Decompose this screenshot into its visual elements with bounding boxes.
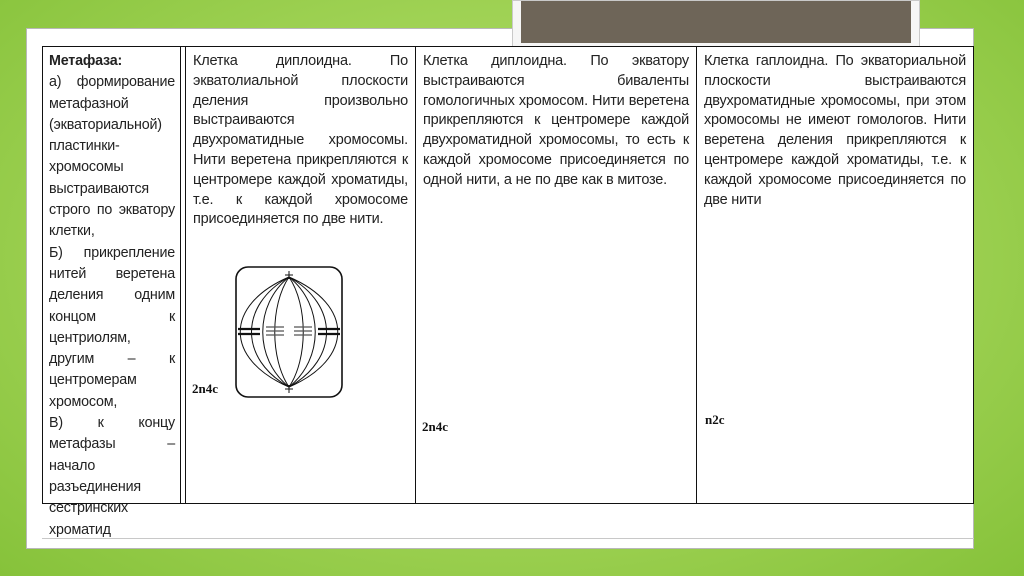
metaphase-spindle-diagram — [234, 265, 344, 399]
cell-double-border — [180, 47, 181, 503]
metaphase-stages-text — [49, 51, 175, 541]
title-bar-fill — [521, 1, 911, 43]
title-bar — [512, 0, 920, 50]
stage-a: а) формирование метафазной (экваториальной) пластинки-хромосомы выстраиваются строго по экватору клетки, — [49, 74, 175, 240]
cell-meiosis-2 — [697, 47, 973, 503]
cell-mitosis — [186, 47, 416, 503]
frame-divider — [42, 538, 974, 539]
metaphase-heading: Метафаза: — [49, 53, 123, 69]
cell-meiosis-1 — [416, 47, 697, 503]
cell-metaphase-stages — [43, 47, 186, 538]
stage-b: Б) прикрепление нитей веретена деления одним концом к центриолям, другим – к центромерам хромосом, — [49, 244, 175, 410]
meiosis-2-formula: n2c — [705, 412, 725, 427]
mitosis-formula: 2n4c — [192, 381, 218, 396]
meiosis-1-formula: 2n4c — [422, 419, 448, 434]
meiosis-2-text: Клетка гаплоидна. По экваториальной плоскости выстраиваются двухроматидные хромосомы, при этом хромосомы не имеют гомологов. Нити веретена деления прикрепляются к центромере каждой хроматиды, т.е. к каждой хромосоме присоединяется по две нити — [704, 53, 966, 208]
mitosis-text: Клетка диплоидна. По экватолиальной плоскости деления произвольно выстраиваются двухроматидные хромосомы. Нити веретена прикрепляются к центромере каждой хроматиды, т.е. к каждой хромосоме присоединяется по две нити. — [193, 53, 408, 228]
stage-c: В) к концу метафазы – начало разъединения сестринских хроматид — [49, 415, 175, 538]
metaphase-table — [42, 46, 974, 538]
meiosis-1-text: Клетка диплоидна. По экватору выстраиваются биваленты гомологичных хромосом. Нити веретена прикрепляются к центромере каждой двухроматидной хромосомы, то есть к каждой хромосоме присоединяется по одной нити, а не по две как в митозе. — [423, 53, 689, 188]
